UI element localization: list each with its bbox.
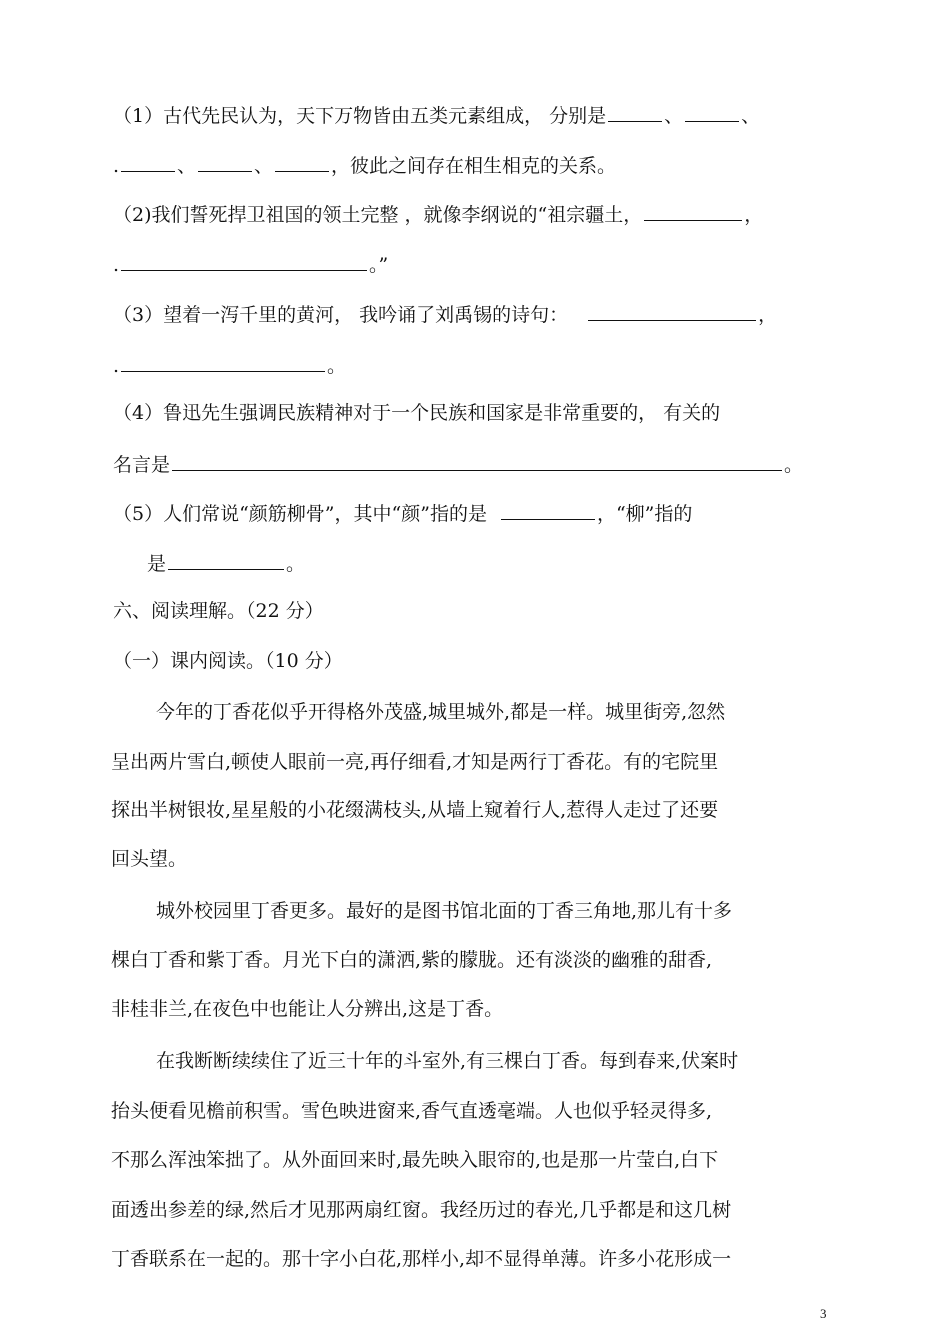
- passage-line: 今年的丁香花似乎开得格外茂盛,城里城外,都是一样。城里街旁,忽然: [156, 701, 726, 723]
- sub-section-title: （一）课内阅读。（10 分）: [113, 650, 343, 672]
- question-4-line-1: [113, 400, 720, 426]
- answer-blank[interactable]: [501, 499, 595, 520]
- passage-line: 面透出参差的绿,然后才见那两扇红窗。我经历过的春光,几乎都是和这几树: [111, 1199, 732, 1221]
- answer-blank[interactable]: [121, 250, 367, 271]
- page-number: 3: [820, 1306, 827, 1321]
- passage-line: 探出半树银妆,星星般的小花缀满枝头,从墙上窥着行人,惹得人走过了还要: [111, 799, 719, 821]
- question-3-line-1: （3）望着一泻千里的黄河， 我吟诵了刘禹锡的诗句： ，: [113, 300, 777, 326]
- section-title: 六、阅读理解。（22 分）: [113, 600, 324, 622]
- question-5-end: 。: [286, 553, 306, 575]
- passage-line: 非桂非兰,在夜色中也能让人分辨出,这是丁香。: [111, 998, 504, 1020]
- question-2-text: （2)我们誓死捍卫祖国的领土完整 ，就像李纲说的“祖宗疆土，: [113, 204, 643, 226]
- answer-blank[interactable]: [275, 151, 329, 172]
- question-1-line-2: . 、 、 ，彼此之间存在相生相克的关系。: [113, 151, 616, 177]
- answer-blank[interactable]: [121, 151, 175, 172]
- question-1-text: （1）古代先民认为，天下万物皆由五类元素组成， 分别是: [113, 105, 607, 127]
- question-1-line-1: （1）古代先民认为，天下万物皆由五类元素组成， 分别是 、 、: [113, 101, 760, 127]
- passage-line: 呈出两片雪白,顿使人眼前一亮,再仔细看,才知是两行丁香花。有的宅院里: [111, 751, 719, 773]
- question-4-end: 。: [784, 454, 804, 476]
- question-2-line-2: . 。”: [113, 250, 388, 276]
- answer-blank[interactable]: [198, 151, 252, 172]
- passage-line: 棵白丁香和紫丁香。月光下白的潇洒,紫的朦胧。还有淡淡的幽雅的甜香,: [111, 949, 713, 971]
- answer-blank[interactable]: [172, 450, 782, 471]
- question-5-line-1: （5）人们常说“颜筋柳骨”，其中“颜”指的是 ，“柳”指的: [113, 499, 692, 525]
- question-5-line-2: 是 。: [147, 549, 305, 575]
- passage-line: 不那么浑浊笨拙了。从外面回来时,最先映入眼帘的,也是那一片莹白,白下: [111, 1149, 719, 1171]
- answer-blank[interactable]: [121, 351, 325, 372]
- answer-blank[interactable]: [608, 101, 662, 122]
- question-4-text: （4）鲁迅先生强调民族精神对于一个民族和国家是非常重要的， 有关的: [113, 402, 721, 424]
- passage-line: 城外校园里丁香更多。最好的是图书馆北面的丁香三角地,那儿有十多: [156, 900, 733, 922]
- answer-blank[interactable]: [685, 101, 739, 122]
- question-1-end: ，彼此之间存在相生相克的关系。: [331, 155, 617, 177]
- question-2-line-1: （2)我们誓死捍卫祖国的领土完整 ，就像李纲说的“祖宗疆土， ，: [113, 200, 763, 226]
- question-3-end: 。: [327, 355, 347, 377]
- question-3-text: （3）望着一泻千里的黄河， 我吟诵了刘禹锡的诗句：: [113, 304, 569, 326]
- question-3-line-2: . 。: [113, 351, 346, 377]
- answer-blank[interactable]: [588, 300, 756, 321]
- passage-line: 回头望。: [111, 848, 188, 870]
- passage-line: 抬头便看见檐前积雪。雪色映进窗来,香气直透毫端。人也似乎轻灵得多,: [111, 1100, 713, 1122]
- question-2-end: 。”: [369, 254, 389, 276]
- question-4-line-2: 名言是 。: [113, 450, 803, 476]
- answer-blank[interactable]: [644, 200, 742, 221]
- question-5-text: （5）人们常说“颜筋柳骨”，其中“颜”指的是: [113, 503, 487, 525]
- answer-blank[interactable]: [168, 549, 284, 570]
- passage-line: 丁香联系在一起的。那十字小白花,那样小,却不显得单薄。许多小花形成一: [111, 1248, 732, 1270]
- passage-line: 在我断断续续住了近三十年的斗室外,有三棵白丁香。每到春来,伏案时: [156, 1050, 739, 1072]
